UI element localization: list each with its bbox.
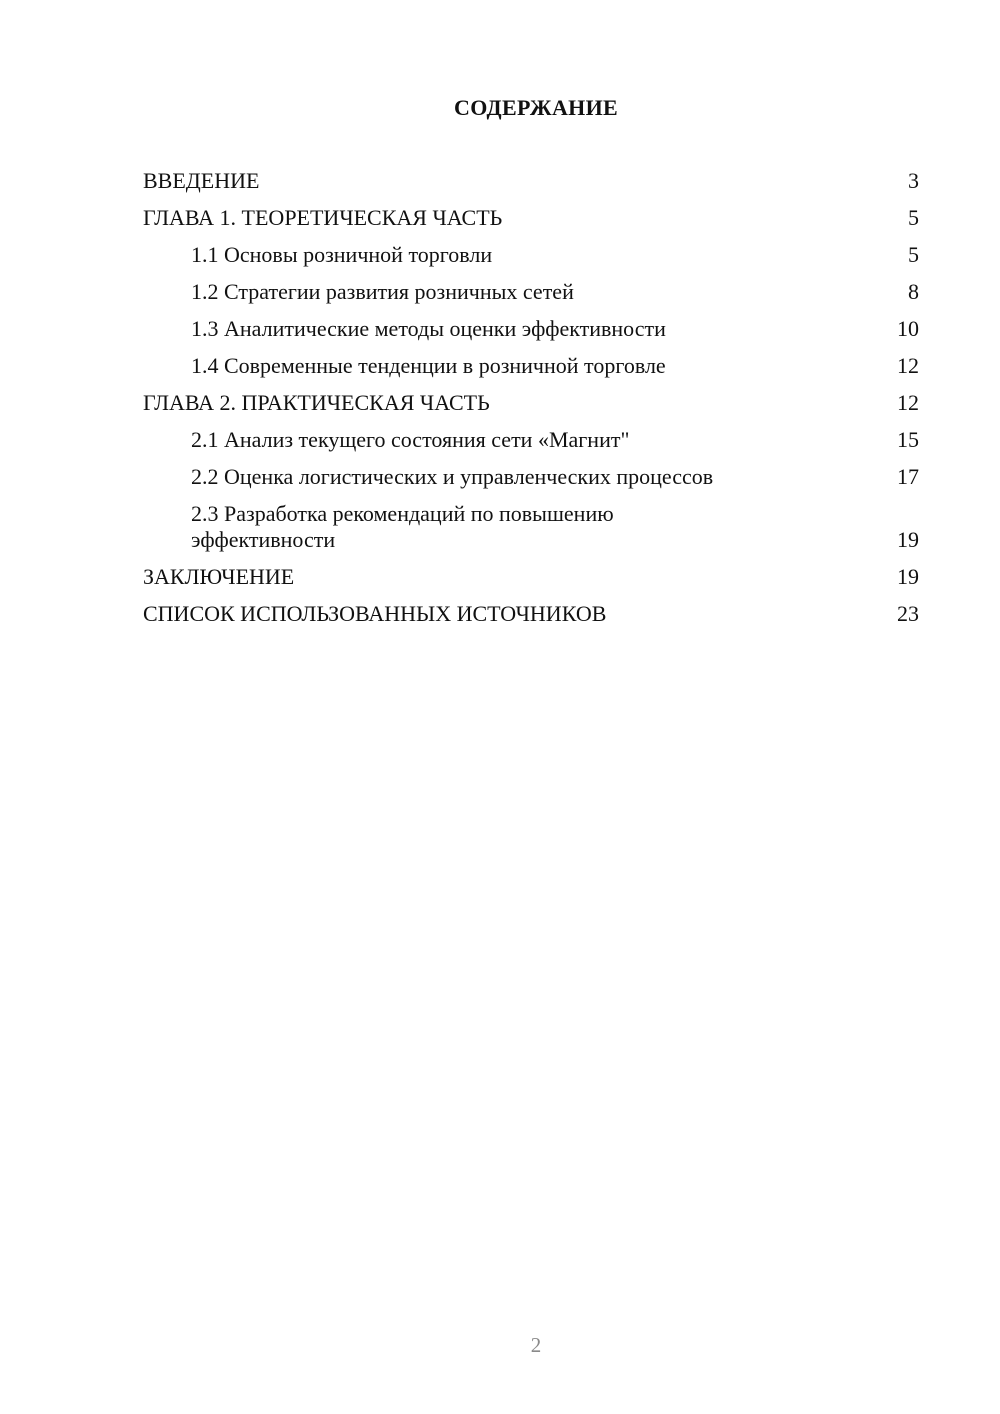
toc-entry-page: 12: [897, 390, 919, 415]
toc-entry-page: 5: [908, 205, 919, 230]
page-number: 2: [530, 1333, 542, 1357]
toc-entry-label: ЗАКЛЮЧЕНИЕ: [143, 564, 295, 589]
toc-entry-page: 17: [897, 464, 919, 489]
toc-entry-label: 2.3 Разработка рекомендаций по повышению эффективности: [191, 501, 614, 552]
toc-entry-chapter-1: [143, 205, 919, 231]
toc-entry-label: ГЛАВА 1. ТЕОРЕТИЧЕСКАЯ ЧАСТЬ: [143, 205, 503, 230]
toc-entry-introduction: [143, 168, 919, 194]
toc-entry-label: 1.3 Аналитические методы оценки эффективности: [191, 316, 666, 341]
toc-entry-page: 19: [897, 527, 919, 552]
toc-entry-page: 19: [897, 564, 919, 589]
toc-entry-section-2-3: [143, 501, 919, 553]
toc-entry-page: 8: [908, 279, 919, 304]
toc-title: СОДЕРЖАНИЕ: [454, 95, 618, 120]
table-of-contents: [143, 168, 919, 638]
toc-entry-section-1-3: [143, 316, 919, 342]
toc-entry-label: 2.2 Оценка логистических и управленческих процессов: [191, 464, 714, 489]
toc-entry-section-1-2: [143, 279, 919, 305]
toc-entry-section-1-4: [143, 353, 919, 379]
toc-entry-label: 1.1 Основы розничной торговли: [191, 242, 493, 267]
toc-entry-label: СПИСОК ИСПОЛЬЗОВАННЫХ ИСТОЧНИКОВ: [143, 601, 607, 626]
toc-entry-label: 2.1 Анализ текущего состояния сети «Магнит": [191, 427, 630, 452]
toc-entry-label: ВВЕДЕНИЕ: [143, 168, 260, 193]
toc-entry-page: 10: [897, 316, 919, 341]
toc-entry-label: 1.4 Современные тенденции в розничной торговле: [191, 353, 666, 378]
toc-entry-label: 1.2 Стратегии развития розничных сетей: [191, 279, 574, 304]
toc-entry-section-2-1: [143, 427, 919, 453]
toc-entry-conclusion: [143, 564, 919, 590]
toc-entry-page: 15: [897, 427, 919, 452]
toc-entry-page: 23: [897, 601, 919, 626]
toc-entry-references: [143, 601, 919, 627]
toc-entry-page: 3: [908, 168, 919, 193]
toc-entry-label: ГЛАВА 2. ПРАКТИЧЕСКАЯ ЧАСТЬ: [143, 390, 490, 415]
toc-entry-section-2-2: [143, 464, 919, 490]
toc-entry-page: 5: [908, 242, 919, 267]
toc-entry-page: 12: [897, 353, 919, 378]
toc-entry-chapter-2: [143, 390, 919, 416]
toc-entry-section-1-1: [143, 242, 919, 268]
